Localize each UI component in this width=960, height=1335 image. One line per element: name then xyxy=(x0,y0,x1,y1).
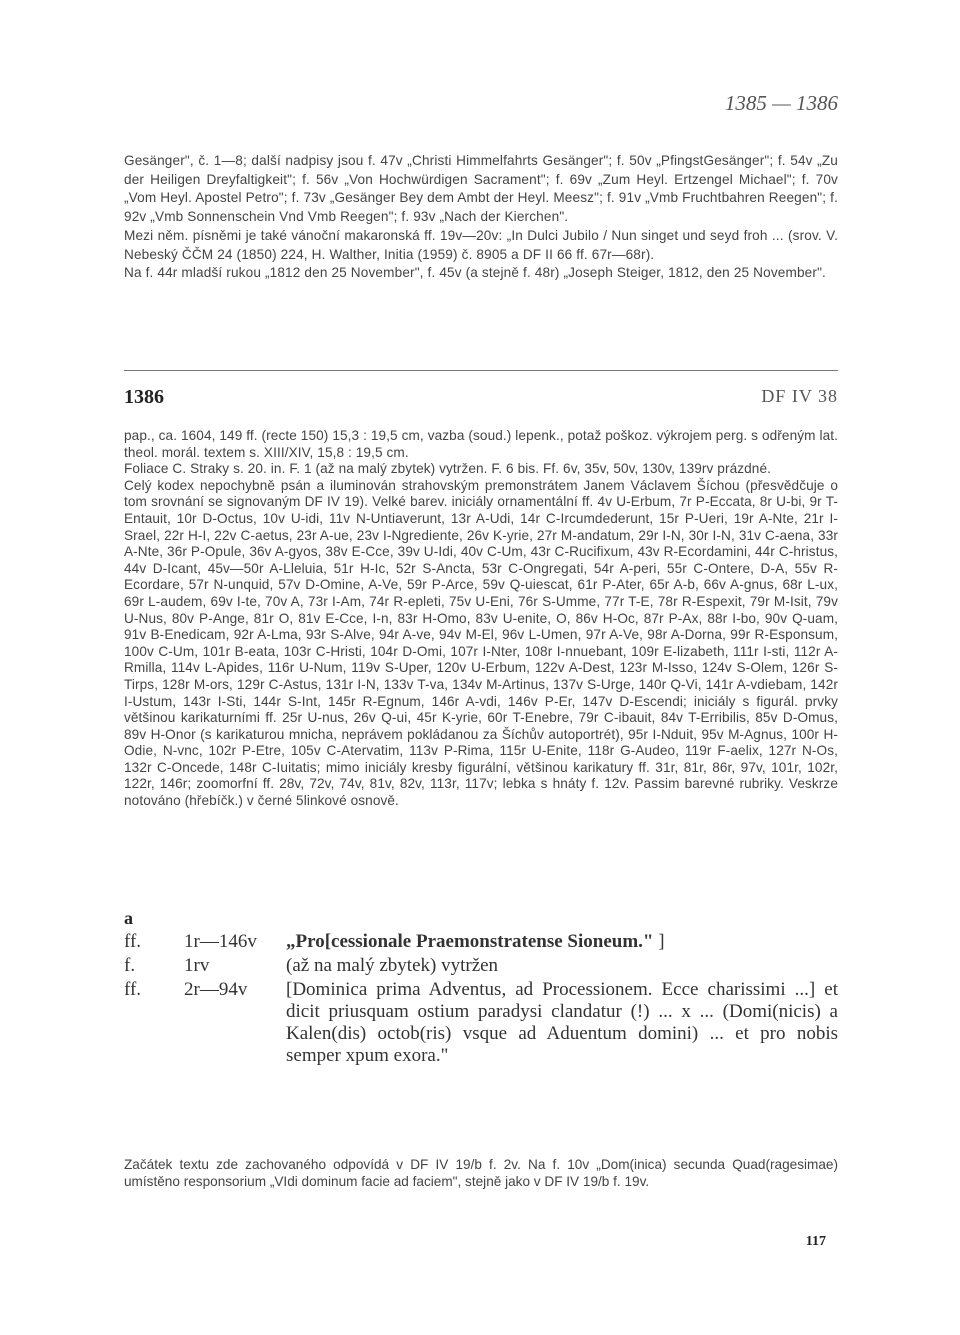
contents-item xyxy=(124,979,838,1067)
item-folio: 1rv xyxy=(184,955,210,976)
previous-entry-paragraph: Gesänger", č. 1—8; další nadpisy jsou f. 47v „Christi Himmelfahrts Gesänger"; f. 50v „PfingstGesänger"; f. 54v „Zu der Heiligen Dreyfaltigkeit"; f. 56v „Von Hochwürdigen Sacrament"; f. 69v „Zum Heyl. Ertzengel Michael"; f. 70v „Vom Heyl. Apostel Petro"; f. 73v „Gesänger Bey dem Ambt der Heyl. Meesz"; f. 91v „Vmb Fruchtbahren Reegen"; f. 92v „Vmb Sonnenschein Vnd Vmb Reegen"; f. 93v „Nach der Kierchen". xyxy=(124,153,838,225)
item-title: „Pro[cessionale Praemonstratense Sioneum." xyxy=(286,931,654,952)
item-folio: 2r—94v xyxy=(184,979,248,1000)
section-note xyxy=(124,1157,838,1190)
item-prefix: ff. xyxy=(124,931,142,952)
running-head: 1385 — 1386 xyxy=(724,91,838,115)
note-paragraph: Začátek textu zde zachovaného odpovídá v DF IV 19/b f. 2v. Na f. 10v „Dom(inica) secunda Quad(ragesimae) umístěno responsorium „VIdi dominum facie ad faciem", stejně jako v DF IV 19/b f. 19v. xyxy=(124,1157,838,1189)
previous-entry-text xyxy=(124,152,838,283)
section-letter: a xyxy=(124,908,133,928)
item-text: (až na malý zbytek) vytržen xyxy=(286,955,499,976)
contents-list xyxy=(124,931,838,1069)
item-prefix: f. xyxy=(124,955,136,976)
section-divider xyxy=(124,370,838,371)
description-paragraph: Celý kodex nepochybně psán a iluminován strahovským premonstrátem Janem Václavem Šíchou (přesvědčuje o tom srovnání se signovaným DF IV 19). Velké barev. iniciály ornamentální ff. 4v U-Erbum, 7r P-Eccata, 8r U-bi, 9r T-Entauit, 10r D-Octus, 10v U-idi, 11v N-Untiaverunt, 13r A-Udi, 14r C-Ircumdederunt, 15r P-Ueri, 19r A-Nte, 21r I-Srael, 22r H-I, 22v C-aetus, 23r A-ue, 23v I-Ngrediente, 26v K-yrie, 27r M-andatum, 29r I-N, 30r I-N, 31v C-aena, 33r A-Nte, 36r P-Opule, 36v A-gyos, 38v E-Cce, 39v U-Idi, 40v C-Um, 43r C-Rucifixum, 43v R-Ecordamini, 44r C-hristus, 44v D-Icant, 45v—50r A-Lleluia, 51r H-Ic, 52r S-Ancta, 53r C-Ongregati, 54r A-peri, 55r C-Ontere, D-A, 55v R-Ecordare, 57r N-unquid, 57v D-Omine, A-Ve, 59r P-Arce, 59v Q-uiescat, 61r P-Ater, 65r A-b, 66v A-gnus, 68r L-ux, 69r L-audem, 69v I-te, 70v A, 73r I-Am, 74r R-epleti, 75v U-Eni, 76r S-Umme, 77r T-E, 78r R-Espexit, 79r M-Isit, 79v U-Nus, 80v P-Ange, 81r O, 81v E-Cce, I-n, 83r H-Omo, 83v U-enite, O, 86v H-Oc, 87r P-Ax, 88r I-bo, 90v Q-uam, 91v B-Enedicam, 92r A-Lma, 93r S-Alve, 94r A-ve, 94v M-El, 96v L-Umen, 97r A-Ve, 98r A-Dorna, 99r R-Esponsum, 100v C-Um, 101r B-eata, 103r C-Hristi, 104r D-Omi, 107r I-Nter, 108r I-nnuebant, 109r E-lizabeth, 111r I-sti, 112r A-Rmilla, 114v L-Apides, 116r U-Num, 119v S-Uper, 120v U-Erbum, 122v A-Dest, 123r M-Isso, 124v S-Olem, 126r S-Tirps, 128r M-ors, 129r C-Astus, 131r I-N, 133v T-va, 134v M-Artinus, 137v S-Urge, 140r Q-Vi, 141r A-vdiebam, 142r I-Ustum, 143r I-Sti, 144r S-Int, 145r R-Egnum, 146r A-vdi, 146v P-Er, 147v D-Escendi; iniciály s figurál. prvky většinou karikaturními ff. 25r U-nus, 26v Q-ui, 45r K-yrie, 60r T-Enebre, 79r C-ibauit, 84v T-Erribilis, 85v D-Omus, 89v H-Onor (s karikaturou mnicha, neprávem pokládanou za Šíchův autoportrét), 95r I-Nduit, 95v M-Agnus, 100r H-Odie, N-vnc, 102r P-Etre, 105v C-Atervatim, 113v P-Rima, 115r U-Enite, 118r G-Audeo, 119r F-aelix, 127r N-Os, 132r C-Oncede, 148r C-Iuitatis; mimo iniciály kresby figurální, většinou karikatury ff. 31r, 81r, 86r, 97v, 101r, 102r, 122r, 146r; zoomorfní ff. 28v, 72v, 74v, 81v, 82v, 113r, 117v; lebka s hnáty f. 12v. Passim barevné rubriky. Veskrze notováno (hřebíčk.) v černé 5linkové osnově. xyxy=(124,477,838,809)
item-prefix: ff. xyxy=(124,979,142,1000)
contents-item xyxy=(124,955,838,977)
item-content xyxy=(286,931,838,953)
contents-item xyxy=(124,931,838,953)
previous-entry-paragraph: Na f. 44r mladší rukou „1812 den 25 November", f. 45v (a stejně f. 48r) „Joseph Steiger, 1812, den 25 November". xyxy=(124,265,826,281)
item-folio: 1r—146v xyxy=(184,931,257,952)
entry-number: 1386 xyxy=(124,386,164,408)
item-content xyxy=(286,979,838,1067)
page-number: 117 xyxy=(805,1234,826,1249)
description-paragraph: pap., ca. 1604, 149 ff. (recte 150) 15,3 : 19,5 cm, vazba (soud.) lepenk., potaž poškoz. výkrojem perg. s odřeným lat. theol. morál. textem s. XIII/XIV, 15,8 : 19,5 cm. xyxy=(124,428,838,460)
item-text: ] xyxy=(658,931,665,952)
previous-entry-paragraph: Mezi něm. písněmi je také vánoční makaronská ff. 19v—20v: „In Dulci Jubilo / Nun singet und seyd froh ... (srov. V. Nebeský ČČM 24 (1850) 224, H. Walther, Initia (1959) č. 8905 a DF II 66 ff. 67r—68r). xyxy=(124,227,838,262)
item-content xyxy=(286,955,838,977)
entry-description xyxy=(124,428,838,810)
shelf-signature: DF IV 38 xyxy=(761,386,838,406)
description-paragraph: Foliace C. Straky s. 20. in. F. 1 (až na malý zbytek) vytržen. F. 6 bis. Ff. 6v, 35v, 50v, 130v, 139rv prázdné. xyxy=(124,461,771,477)
item-text: [Dominica prima Adventus, ad Processionem. Ecce charissimi ...] et dicit priusquam ostium paradysi clandatur (!) ... x ... (Domi(nicis) a Kalen(dis) octob(ris) vsque ad Aduentum domini) ... et pro nobis semper xpum exora." xyxy=(286,979,838,1066)
